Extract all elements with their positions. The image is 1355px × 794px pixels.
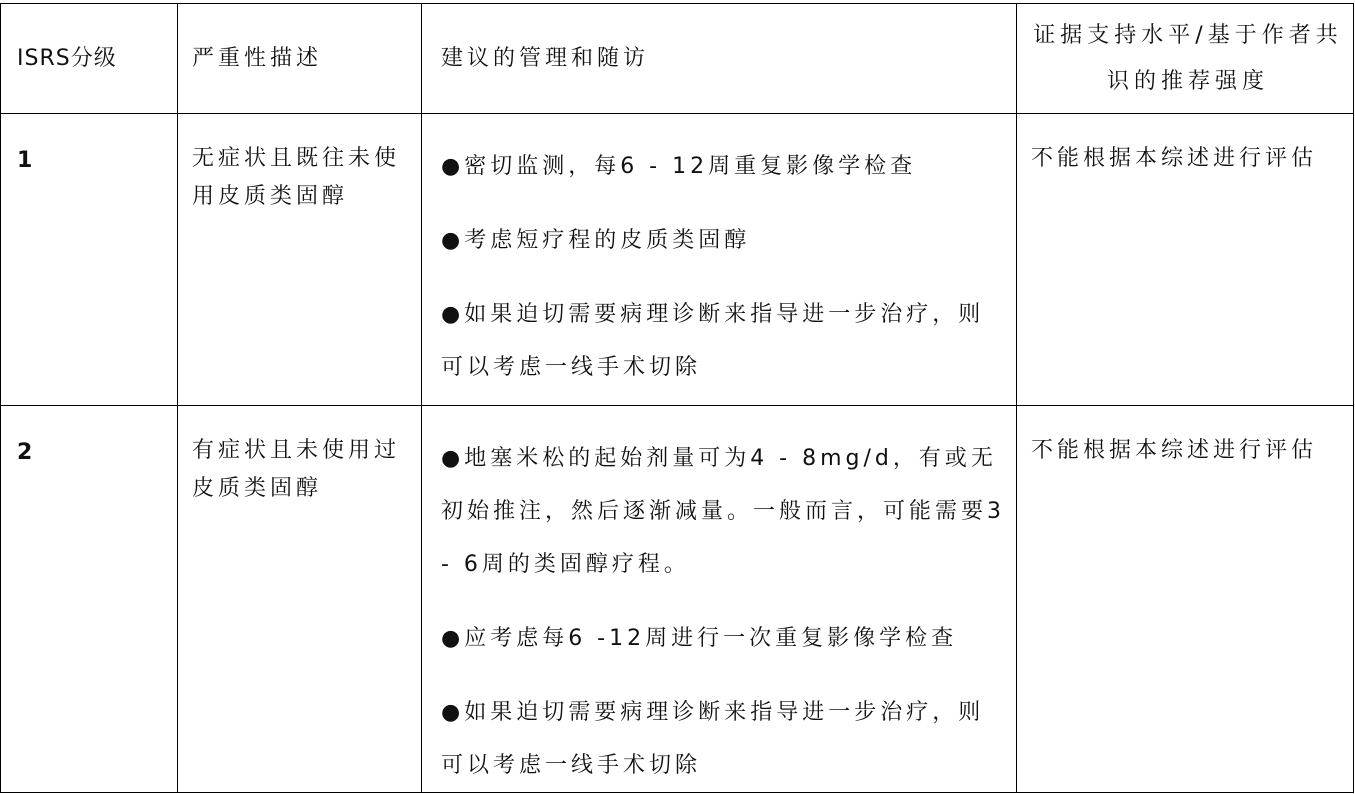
management-item: ●应考虑每6 -12周进行一次重复影像学检查 xyxy=(441,626,958,651)
management-item: ●如果迫切需要病理诊断来指导进一步治疗，则可以考虑一线手术切除 xyxy=(441,700,985,778)
isrs-grading-table xyxy=(0,3,1354,793)
table-row xyxy=(1,114,1354,406)
table-header-row xyxy=(1,4,1354,114)
management-cell xyxy=(422,406,1017,793)
management-item: ●考虑短疗程的皮质类固醇 xyxy=(441,228,751,253)
grade-cell: 1 xyxy=(1,114,178,406)
management-item: ●密切监测，每6 - 12周重复影像学检查 xyxy=(441,154,917,179)
evidence-cell: 不能根据本综述进行评估 xyxy=(1017,406,1354,793)
table-row xyxy=(1,406,1354,793)
header-management: 建议的管理和随访 xyxy=(422,4,1017,114)
evidence-cell: 不能根据本综述进行评估 xyxy=(1017,114,1354,406)
management-item: ●如果迫切需要病理诊断来指导进一步治疗，则可以考虑一线手术切除 xyxy=(441,302,985,380)
severity-cell: 无症状且既往未使用皮质类固醇 xyxy=(178,114,422,406)
header-severity: 严重性描述 xyxy=(178,4,422,114)
severity-cell: 有症状且未使用过皮质类固醇 xyxy=(178,406,422,793)
management-item: ●地塞米松的起始剂量可为4 - 8mg/d，有或无初始推注，然后逐渐减量。一般而言，可能需要3 - 6周的类固醇疗程。 xyxy=(441,446,1005,577)
grade-cell: 2 xyxy=(1,406,178,793)
header-evidence: 证据支持水平/基于作者共识的推荐强度 xyxy=(1017,4,1354,114)
header-isrs-grade: ISRS分级 xyxy=(1,4,178,114)
management-cell xyxy=(422,114,1017,406)
